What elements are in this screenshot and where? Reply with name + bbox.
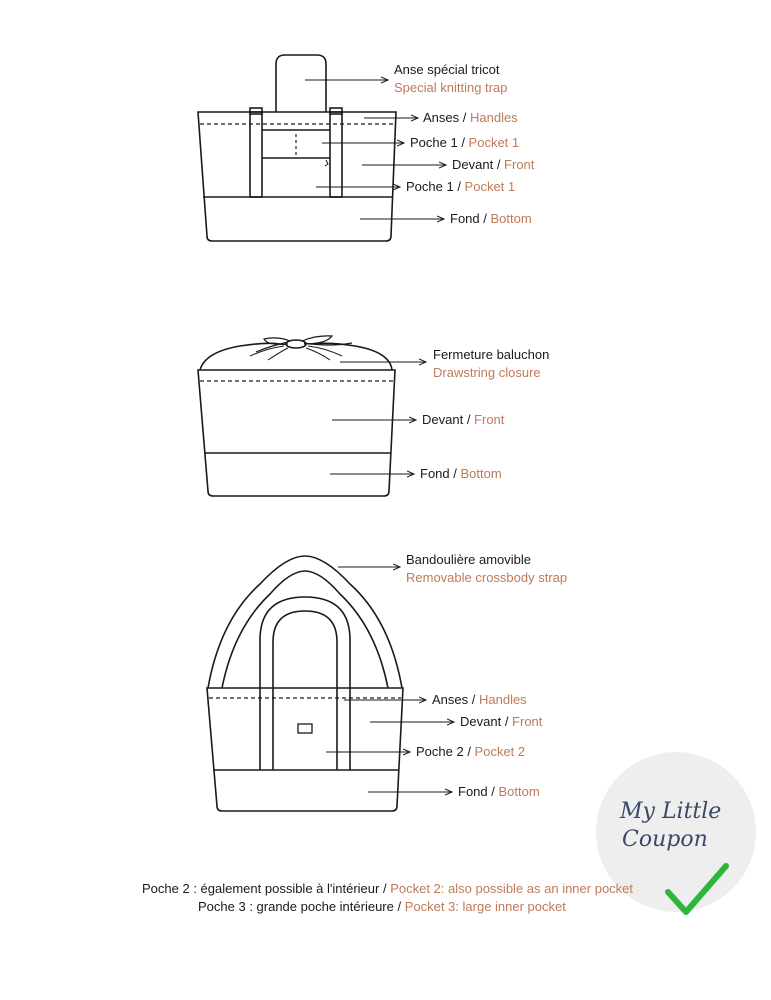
note-pocket2: Poche 2 : également possible à l'intérieur / Pocket 2: also possible as an inner pocket bbox=[142, 881, 634, 896]
bag3-handles-fr: Anses bbox=[432, 692, 469, 707]
bag2-leaders bbox=[330, 362, 426, 474]
bag3-drawing bbox=[207, 556, 403, 811]
bag3-strap-fr: Bandoulière amovible bbox=[406, 552, 532, 567]
note-pocket3-fr: Poche 3 : grande poche intérieure bbox=[198, 899, 394, 914]
bag1-strap-en: Special knitting trap bbox=[394, 80, 508, 95]
bag1-pocket1-top-label: Poche 1 / Pocket 1 bbox=[410, 135, 520, 150]
bag3-pocket2-fr: Poche 2 bbox=[416, 744, 464, 759]
bag1-pocket1-bottom-fr: Poche 1 bbox=[406, 179, 454, 194]
bag1-drawing bbox=[198, 55, 396, 241]
logo-line2: Coupon bbox=[622, 827, 708, 852]
bag3-front-fr: Devant bbox=[460, 714, 502, 729]
bag2-bottom-label: Fond / Bottom bbox=[420, 466, 502, 481]
bag1-body bbox=[198, 112, 396, 241]
bag3-handles-en: Handles bbox=[478, 692, 527, 707]
bag3-pocket2-en: Pocket 2 bbox=[474, 744, 526, 759]
note-pocket2-fr: Poche 2 : également possible à l'intérieur bbox=[142, 881, 380, 896]
bag1-handles-en: Handles bbox=[469, 110, 518, 125]
note-pocket3: Poche 3 : grande poche intérieure / Pocket 3: large inner pocket bbox=[198, 899, 566, 914]
bag3-bottom-label: Fond / Bottom bbox=[458, 784, 540, 799]
bag1-pocket1-bottom-en: Pocket 1 bbox=[464, 179, 516, 194]
check-icon bbox=[662, 858, 732, 922]
bag2-front-label: Devant / Front bbox=[422, 412, 505, 427]
bag2-closure-en: Drawstring closure bbox=[433, 365, 541, 380]
bag2-drawing bbox=[198, 336, 395, 496]
bag1-front-en: Front bbox=[504, 157, 535, 172]
bag2-front-fr: Devant bbox=[422, 412, 464, 427]
bag2-body bbox=[198, 370, 395, 496]
bag2-closure-label bbox=[433, 346, 549, 382]
bag3-bottom-fr: Fond bbox=[458, 784, 488, 799]
bag1-strap-fr: Anse spécial tricot bbox=[394, 62, 500, 77]
bag2-front-en: Front bbox=[474, 412, 505, 427]
bag2-closure-fr: Fermeture baluchon bbox=[433, 347, 550, 362]
bag3-pocket2-label: Poche 2 / Pocket 2 bbox=[416, 744, 526, 759]
bag1-handles-fr: Anses bbox=[423, 110, 460, 125]
bag3-body bbox=[207, 688, 403, 811]
bag3-front-en: Front bbox=[512, 714, 543, 729]
bag2-bottom-en: Bottom bbox=[460, 466, 502, 481]
bag1-pocket1-top-fr: Poche 1 bbox=[410, 135, 458, 150]
bag1-bottom-en: Bottom bbox=[490, 211, 532, 226]
note-pocket2-en: Pocket 2: also possible as an inner pocket bbox=[390, 881, 634, 896]
bag3-bottom-en: Bottom bbox=[498, 784, 540, 799]
bag1-pocket1-bottom-label: Poche 1 / Pocket 1 bbox=[406, 179, 516, 194]
bag1-bottom-label: Fond / Bottom bbox=[450, 211, 532, 226]
bag1-bottom-fr: Fond bbox=[450, 211, 480, 226]
bag3-front-label: Devant / Front bbox=[460, 714, 543, 729]
bag1-knitting-strap bbox=[276, 55, 326, 112]
note-pocket3-en: Pocket 3: large inner pocket bbox=[404, 899, 566, 914]
bag1-pocket1-top-en: Pocket 1 bbox=[468, 135, 520, 150]
bag1-strap-label bbox=[394, 61, 507, 97]
bag3-strap-label bbox=[406, 551, 567, 587]
logo-line1: My Little bbox=[620, 799, 722, 824]
bag1-front-fr: Devant bbox=[452, 157, 494, 172]
bag1-front-label: Devant / Front bbox=[452, 157, 535, 172]
bag1-handles-label: Anses / Handles bbox=[423, 110, 518, 125]
bag3-handles-label: Anses / Handles bbox=[432, 692, 527, 707]
bag2-bottom-fr: Fond bbox=[420, 466, 450, 481]
bag3-crossbody-strap bbox=[208, 556, 402, 688]
bag3-strap-en: Removable crossbody strap bbox=[406, 570, 568, 585]
